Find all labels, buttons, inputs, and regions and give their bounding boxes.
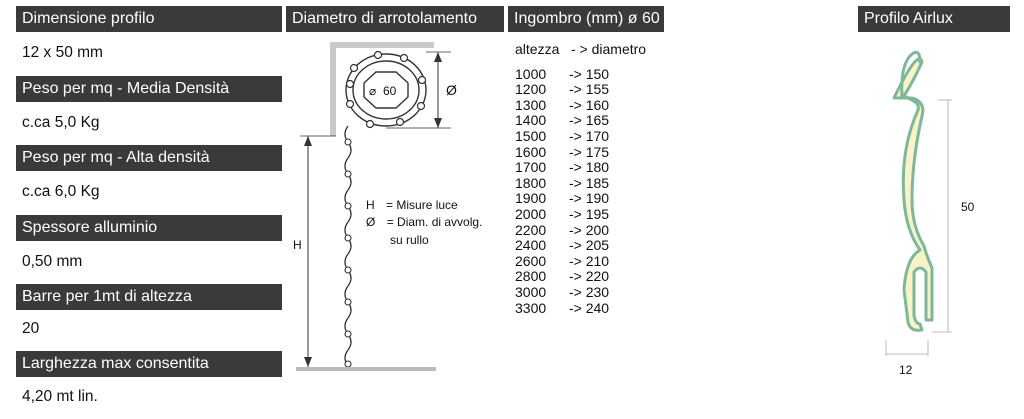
- table-row: [515, 67, 646, 83]
- legend-h-key: H: [366, 198, 375, 212]
- cell-altezza: 1500: [515, 127, 547, 144]
- col-header-altezza: altezza: [515, 41, 560, 57]
- table-row: [515, 238, 646, 254]
- table-row: [515, 113, 646, 129]
- dimension-table: [515, 42, 646, 316]
- drum-label: ⌀: [369, 84, 377, 98]
- h-dimension-label: H: [293, 238, 302, 252]
- cell-diametro: -> 155: [569, 81, 610, 98]
- header-peso-alta: Peso per mq - Alta densità: [16, 145, 282, 171]
- legend-h-text: = Misure luce: [386, 198, 458, 212]
- cell-diametro: -> 185: [569, 174, 610, 191]
- cell-diametro: -> 190: [569, 190, 610, 207]
- legend-d-key: Ø: [366, 215, 376, 229]
- table-row: [515, 223, 646, 239]
- table-row: [515, 82, 646, 98]
- cell-diametro: -> 180: [569, 159, 610, 176]
- table-row: [515, 145, 646, 161]
- cell-altezza: 1200: [515, 81, 547, 98]
- cell-altezza: 2600: [515, 252, 547, 269]
- cell-altezza: 2400: [515, 237, 547, 254]
- header-larghezza: Larghezza max consentita: [16, 351, 282, 377]
- cell-altezza: 1600: [515, 143, 547, 160]
- value-barre: 20: [22, 320, 40, 337]
- cell-altezza: 1700: [515, 159, 547, 176]
- floor-line: [296, 367, 436, 371]
- cell-diametro: -> 200: [569, 221, 610, 238]
- cell-diametro: -> 150: [569, 65, 610, 82]
- cell-altezza: 2000: [515, 205, 547, 222]
- header-barre: Barre per 1mt di altezza: [16, 284, 282, 310]
- value-peso-media: c.ca 5,0 Kg: [22, 114, 100, 131]
- diameter-symbol-diagram: Ø: [446, 82, 457, 98]
- profile-height-label: 50: [961, 200, 975, 214]
- cell-diametro: -> 210: [569, 252, 610, 269]
- value-peso-alta: c.ca 6,0 Kg: [22, 183, 100, 200]
- cell-diametro: -> 220: [569, 268, 610, 285]
- value-larghezza: 4,20 mt lin.: [22, 388, 98, 405]
- table-row: [515, 207, 646, 223]
- header-peso-media: Peso per mq - Media Densità: [16, 76, 282, 102]
- profile-shape: [894, 59, 932, 330]
- table-row: [515, 301, 646, 317]
- table-row: [515, 160, 646, 176]
- cell-altezza: 3300: [515, 299, 547, 316]
- table-row: [515, 285, 646, 301]
- header-ingombro: Ingombro (mm) ø 60: [508, 6, 664, 32]
- table-row: [515, 176, 646, 192]
- table-row: [515, 254, 646, 270]
- cell-diametro: -> 240: [569, 299, 610, 316]
- table-header-row: [515, 42, 646, 58]
- cell-altezza: 1400: [515, 112, 547, 129]
- header-profilo-airlux: Profilo Airlux: [858, 6, 1010, 32]
- table-row: [515, 129, 646, 145]
- cell-altezza: 2800: [515, 268, 547, 285]
- legend-d-line2: su rullo: [390, 233, 429, 247]
- legend-h: [366, 198, 458, 212]
- cell-altezza: 1000: [515, 65, 547, 82]
- cell-diametro: -> 230: [569, 283, 610, 300]
- legend-d-text: = Diam. di avvolg.: [386, 215, 483, 229]
- cell-altezza: 1800: [515, 174, 547, 191]
- cell-altezza: 1300: [515, 96, 547, 113]
- cell-diametro: -> 160: [569, 96, 610, 113]
- table-row: [515, 191, 646, 207]
- cell-diametro: -> 170: [569, 127, 610, 144]
- cell-altezza: 1900: [515, 190, 547, 207]
- header-dimensione-profilo: Dimensione profilo: [16, 6, 282, 32]
- profile-width-label: 12: [899, 363, 913, 377]
- table-row: [515, 98, 646, 114]
- header-diametro: Diametro di arrotolamento: [286, 6, 504, 32]
- cell-altezza: 3000: [515, 283, 547, 300]
- legend-d: [366, 215, 482, 229]
- drum-size-label: 60: [383, 84, 397, 98]
- cell-diametro: -> 205: [569, 237, 610, 254]
- table-row: [515, 269, 646, 285]
- cell-diametro: -> 165: [569, 112, 610, 129]
- cell-diametro: -> 195: [569, 205, 610, 222]
- col-header-diametro: - > diametro: [571, 41, 647, 57]
- cell-diametro: -> 175: [569, 143, 610, 160]
- header-spessore: Spessore alluminio: [16, 215, 282, 241]
- value-spessore: 0,50 mm: [22, 253, 83, 270]
- cell-altezza: 2200: [515, 221, 547, 238]
- slat-curtain: [345, 126, 351, 366]
- value-dimensione-profilo: 12 x 50 mm: [22, 44, 103, 61]
